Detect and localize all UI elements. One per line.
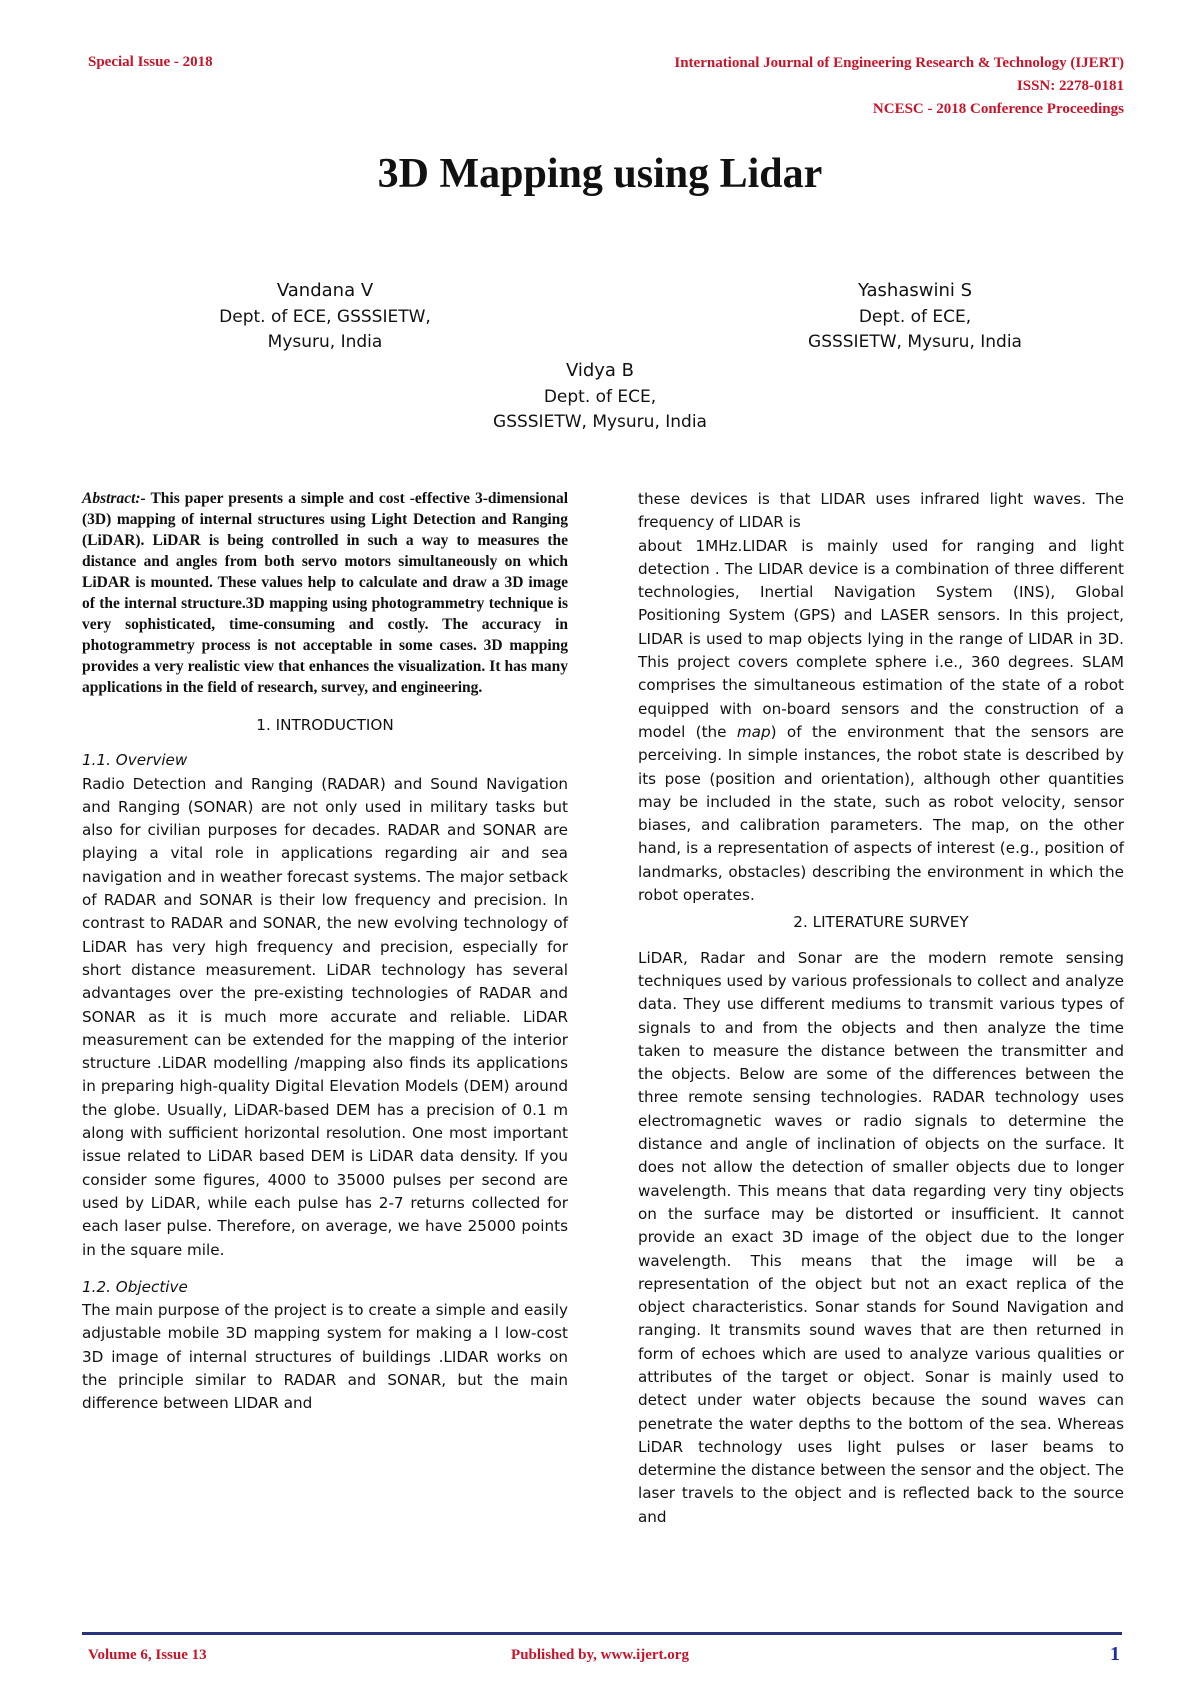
footer-publisher: Published by, www.ijert.org (511, 1647, 689, 1663)
section-heading-introduction: 1. INTRODUCTION (256, 716, 394, 734)
header-journal-info (674, 52, 1124, 121)
left-column (82, 488, 568, 1416)
continued-paragraph: these devices is that LIDAR uses infrared light waves. The frequency of LIDAR is (638, 490, 1124, 532)
author-name: Vidya B (565, 360, 635, 381)
author-dept: Dept. of ECE, (543, 387, 657, 407)
subsection-heading-objective: 1.2. Objective (82, 1277, 188, 1296)
lidar-paragraph (638, 535, 1124, 908)
abstract-label: Abstract:- (82, 490, 146, 507)
conference-name: NCESC - 2018 Conference Proceedings (872, 101, 1124, 117)
author-dept: Dept. of ECE, (858, 307, 972, 327)
overview-paragraph: Radio Detection and Ranging (RADAR) and Sound Navigation and Ranging (SONAR) are not only used in military tasks but also for civilian purposes for decades. RADAR and SONAR are playing a vital role in applications regarding air and sea navigation and in weather forecast systems. The major setback of RADAR and SONAR is their low frequency and precision. In contrast to RADAR and SONAR, the new evolving technology of LiDAR has very high frequency and precision, especially for short distance measurement. LiDAR technology has several advantages over the pre-existing technologies of RADAR and SONAR as it is much more accurate and reliable. LiDAR measurement can be extended for the mapping of the interior structure .LiDAR modelling /mapping also finds its applications in preparing high-quality Digital Elevation Models (DEM) around the globe. Usually, LiDAR-based DEM has a precision of 0.1 m along with sufficient horizontal resolution. One most important issue related to LiDAR based DEM is LiDAR data density. If you consider some figures, 4000 to 35000 pulses per second are used by LiDAR, while each pulse has 2-7 returns collected for each laser pulse. Therefore, on average, we have 25000 points in the square mile. (82, 774, 568, 1259)
author-block (745, 278, 1085, 355)
author-name: Yashaswini S (857, 280, 973, 301)
header-special-issue: Special Issue - 2018 (88, 54, 213, 70)
footer-divider (82, 1632, 1122, 1635)
footer-volume: Volume 6, Issue 13 (88, 1647, 207, 1663)
journal-issn: ISSN: 2278-0181 (1016, 78, 1124, 94)
author-place: Mysuru, India (267, 332, 383, 352)
map-term: map (736, 722, 771, 741)
paper-title: 3D Mapping using Lidar (377, 151, 823, 197)
author-block (155, 278, 495, 355)
page-number: 1 (1110, 1643, 1120, 1665)
journal-name: International Journal of Engineering Research & Technology (IJERT) (674, 55, 1124, 71)
author-dept: Dept. of ECE, GSSSIETW, (219, 307, 431, 327)
subsection-heading-overview: 1.1. Overview (82, 751, 188, 770)
author-place: GSSSIETW, Mysuru, India (493, 412, 707, 432)
author-name: Vandana V (276, 280, 374, 301)
lidar-text-rest: ) of the environment that the sensors are perceiving. In simple instances, the robot state is described by its pose (position and orientation), although other quantities may be included in the state, such as robot velocity, sensor biases, and calibration parameters. The map, on the other hand, is a representation of aspects of interest (e.g., position of landmarks, obstacles) describing the environment in which the robot operates. (638, 722, 1125, 905)
lidar-text: about 1MHz.LIDAR is mainly used for ranging and light detection . The LIDAR device is a combination of three different technologies, Inertial Navigation System (INS), Global Positioning System (GPS) and LASER sensors. In this project, LIDAR is used to map objects lying in the range of LIDAR in 3D. This project covers complete sphere i.e., 360 degrees. SLAM comprises the simultaneous estimation of the state of a robot equipped with on-board sensors and the construction of a model (the (638, 536, 1124, 741)
literature-paragraph: LiDAR, Radar and Sonar are the modern remote sensing techniques used by various professionals to collect and analyze data. They use different mediums to transmit various types of signals to and from the objects and then analyze the time taken to measure the distance between the transmitter and the objects. Below are some of the differences between the three remote sensing technologies. RADAR technology uses electromagnetic waves or radio signals to determine the distance and angle of inclination of objects on the surface. It does not allow the detection of smaller objects due to longer wavelength. This means that data regarding very tiny objects on the surface may be distorted or insufficient. It cannot provide an exact 3D image of the object due to the longer wavelength. This means that the image will be a representation of the object but not an exact replica of the object characteristics. Sonar stands for Sound Navigation and ranging. It transmits sound waves that are then returned in form of echoes which are used to analyze various qualities or attributes of the target or object. Sonar is mainly used to detect under water objects because the sound waves can penetrate the water depths to the bottom of the sea. Whereas LiDAR technology uses light pulses or laser beams to determine the distance between the sensor and the object. The laser travels to the object and is reflected back to the source and (638, 948, 1124, 1526)
section-heading-literature-survey: 2. LITERATURE SURVEY (793, 913, 969, 932)
author-block (430, 358, 770, 435)
objective-paragraph: The main purpose of the project is to create a simple and easily adjustable mobile 3D mapping system for making a l low-cost 3D image of internal structures of buildings .LIDAR works on the principle similar to RADAR and SONAR, but the main difference between LIDAR and (82, 1301, 568, 1413)
abstract-text: This paper presents a simple and cost -effective 3-dimensional (3D) mapping of internal structures using Light Detection and Ranging (LiDAR). LiDAR is being controlled in such a way to measures the distance and angles from both servo motors simultaneously on which LiDAR is mounted. These values help to calculate and draw a 3D image of the internal structure.3D mapping using photogrammetry technique is very sophisticated, time-consuming and costly. The accuracy in photogrammetry process is not acceptable in some cases. 3D mapping provides a very realistic view that enhances the visualization. It has many applications in the field of research, survey, and engineering. (82, 490, 568, 696)
author-place: GSSSIETW, Mysuru, India (808, 332, 1022, 352)
right-column (638, 488, 1124, 1529)
abstract (82, 488, 568, 698)
